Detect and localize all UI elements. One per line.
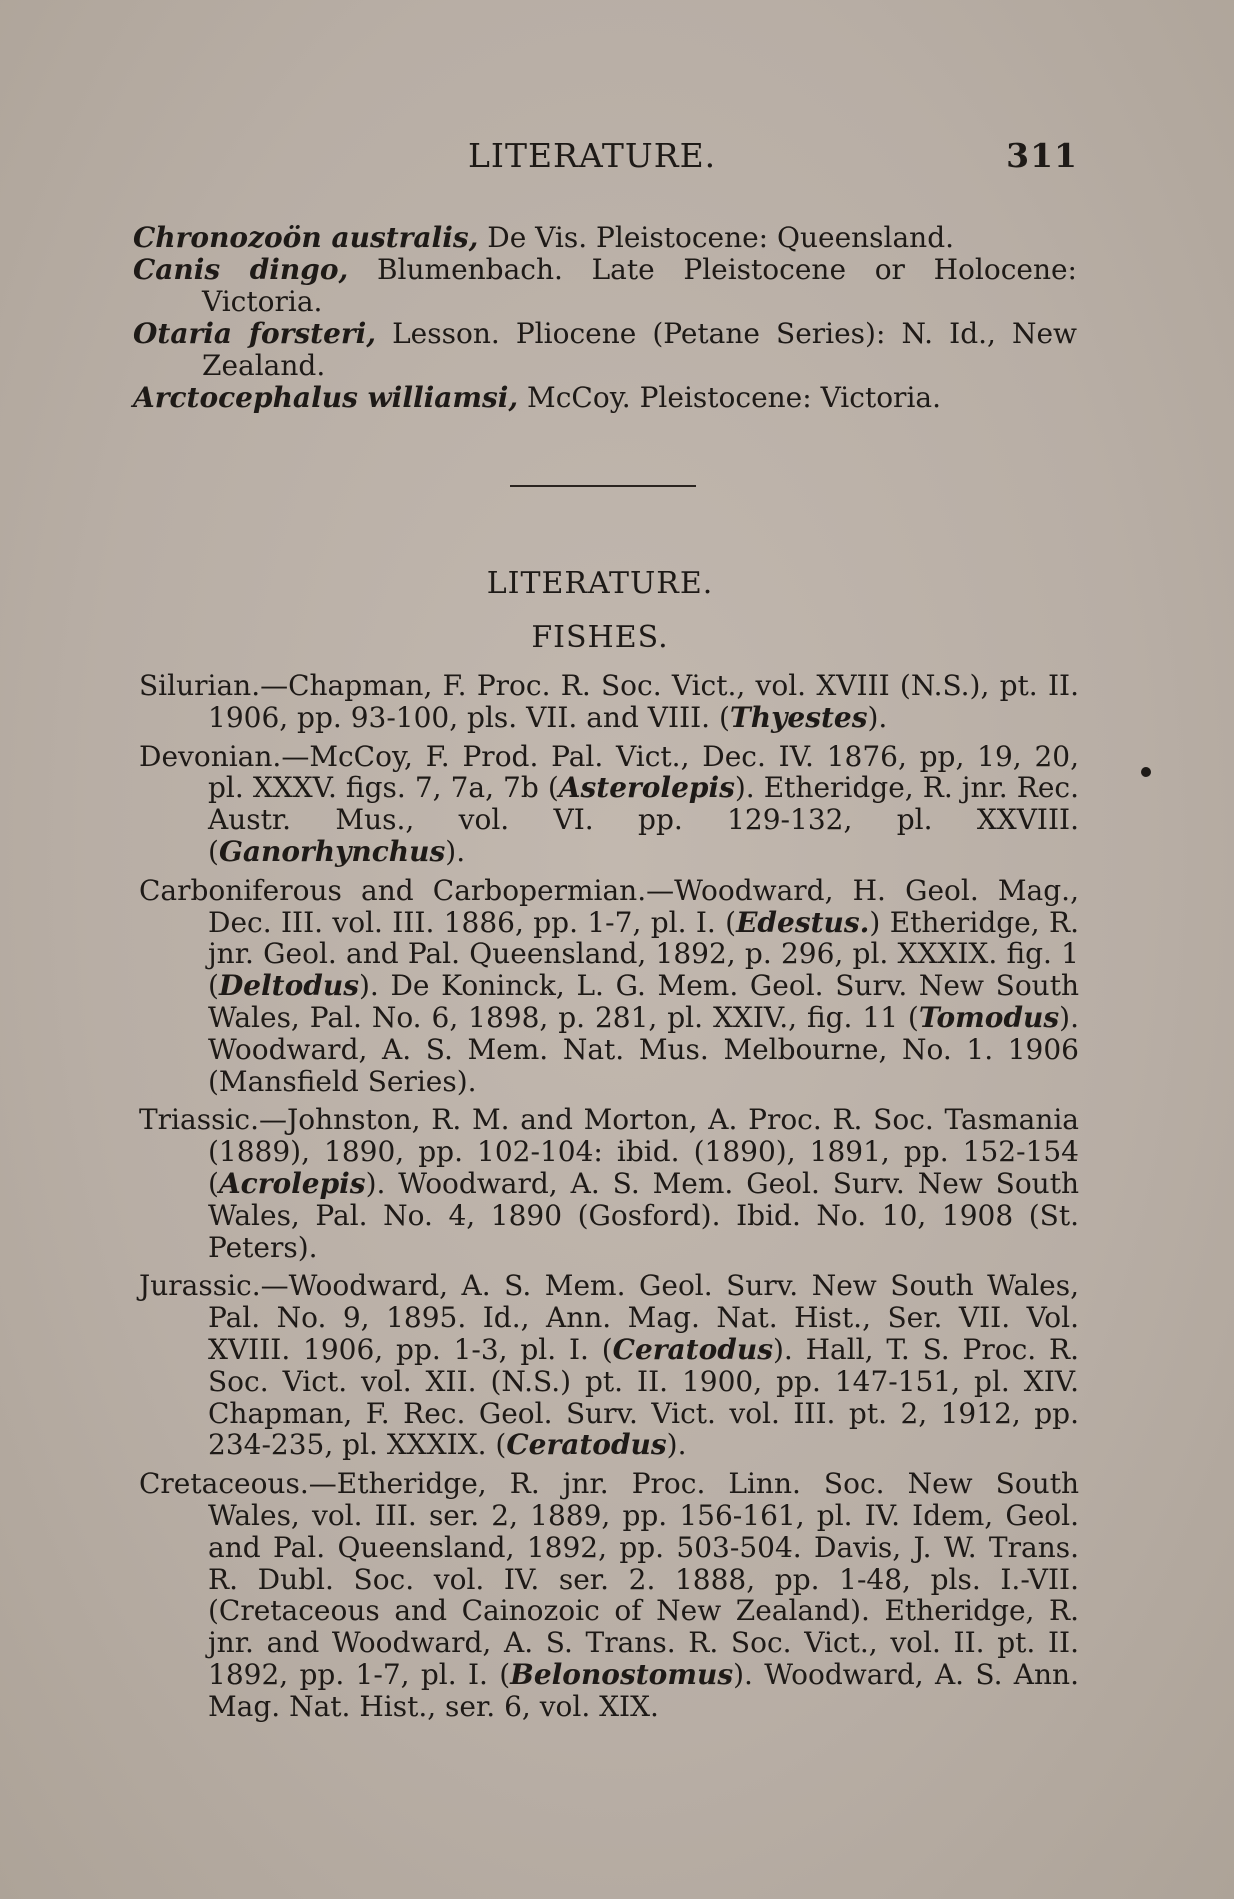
genus-name: Belonostomus [510, 1657, 734, 1691]
genus-name: Thyestes [729, 700, 868, 734]
period-label: Silurian. [139, 669, 261, 702]
species-entry [133, 254, 1077, 318]
citation-text: ). [867, 700, 888, 734]
reference-entry [139, 1104, 1079, 1263]
species-list [133, 222, 1077, 414]
species-details: McCoy. Pleistocene: Victoria. [518, 381, 941, 414]
species-entry [133, 222, 1077, 254]
citation-text: ). Etheridge, R. jnr. Rec. Austr. Mus., vol. VI. pp. 129-132, pl. XXVIII. ( [208, 771, 1079, 868]
citation-text: ). Woodward, A. S. Mem. Geol. Surv. New South Wales, Pal. No. 4, 1890 (Gosford). Ibid. No. 10, 1908 (St. Peters). [208, 1166, 1079, 1264]
genus-name: Tomodus [918, 1000, 1060, 1034]
period-label: Devonian. [139, 739, 282, 773]
reference-entry [139, 1270, 1079, 1461]
citation-text: —McCoy, F. Prod. Pal. Vict., Dec. IV. 1876, pp, 19, 20, pl. XXXV. figs. 7, 7a, 7b ( [208, 739, 1079, 805]
citation-text: ). [445, 834, 466, 868]
species-name: Canis dingo, [133, 253, 349, 286]
genus-name: Acrolepis [218, 1166, 366, 1200]
species-name: Arctocephalus williamsi, [133, 381, 519, 414]
reference-entry [139, 875, 1079, 1098]
genus-name: Deltodus [218, 969, 359, 1003]
citation-text: ). [666, 1428, 687, 1462]
references-list [139, 670, 1079, 1730]
genus-name: Ceratodus [506, 1428, 667, 1462]
period-label: Triassic. [139, 1103, 259, 1137]
citation-text: ) Etheridge, R. jnr. Geol. and Pal. Queensland, 1892, p. 296, pl. XXXIX. fig. 1 ( [208, 905, 1079, 1003]
citation-text: ). De Koninck, L. G. Mem. Geol. Surv. New South Wales, Pal. No. 6, 1898, p. 281, pl. XXIV., fig. 11 ( [208, 969, 1079, 1034]
citation-text: —Woodward, H. Geol. Mag., Dec. III. vol. III. 1886, pp. 1-7, pl. I. ( [208, 873, 1079, 939]
period-label: Carboniferous and Carbopermian. [139, 873, 647, 907]
species-name: Chronozoön australis, [133, 221, 479, 254]
genus-name: Ceratodus [612, 1332, 773, 1366]
period-label: Cretaceous. [139, 1467, 309, 1501]
species-details: Blumenbach. Late Pleistocene or Holocene: Victoria. [202, 253, 1077, 318]
genus-name: Asterolepis [558, 771, 735, 805]
page-number: 311 [1006, 136, 1078, 175]
page-header [468, 136, 1078, 180]
reference-entry [139, 741, 1079, 868]
species-details: De Vis. Pleistocene: Queensland. [478, 221, 955, 254]
citation-text: —Etheridge, R. jnr. Proc. Linn. Soc. New South Wales, vol. III. ser. 2, 1889, pp. 156-161, pl. IV. Idem, Geol. and Pal. Queensland, 1892, pp. 503-504. Davis, J. W. Trans. R. Dubl. Soc. vol. IV. ser. 2. 1888, pp. 1-48, pls. I.-VII. (Cretaceous and Cainozoic of New Zealand). Etheridge, R. jnr. and Woodward, A. S. Trans. R. Soc. Vict., vol. II. pt. II. 1892, pp. 1-7, pl. I. ( [208, 1467, 1079, 1691]
period-label: Jurassic. [139, 1269, 261, 1303]
citation-text: —Woodward, A. S. Mem. Geol. Surv. New South Wales, Pal. No. 9, 1895. Id., Ann. Mag. Nat. Hist., Ser. VII. Vol. XVIII. 1906, pp. 1-3, pl. I. ( [208, 1269, 1079, 1366]
citation-text: —Johnston, R. M. and Morton, A. Proc. R. Soc. Tasmania (1889), 1890, pp. 102-104: ibid. (1890), 1891, pp. 152-154 ( [208, 1103, 1079, 1200]
species-entry [133, 318, 1077, 382]
citation-text: —Chapman, F. Proc. R. Soc. Vict., vol. XVIII (N.S.), pt. II. 1906, pp. 93-100, pls. VII. and VIII. ( [208, 669, 1079, 734]
citation-text: ). Woodward, A. S. Ann. Mag. Nat. Hist., ser. 6, vol. XIX. [208, 1657, 1079, 1723]
reference-entry [139, 670, 1079, 734]
reference-entry [139, 1468, 1079, 1722]
ink-spot [1141, 767, 1151, 777]
section-title: LITERATURE. [486, 566, 714, 601]
species-details: Lesson. Pliocene (Petane Series): N. Id., New Zealand. [202, 317, 1078, 382]
section-divider [510, 485, 696, 487]
genus-name: Edestus. [736, 905, 870, 939]
citation-text: ). Hall, T. S. Proc. R. Soc. Vict. vol. XII. (N.S.) pt. II. 1900, pp. 147-151, pl. XIV. Chapman, F. Rec. Geol. Surv. Vict. vol. III. pt. 2, 1912, pp. 234-235, pl. XXXIX. ( [208, 1332, 1079, 1462]
species-entry [133, 382, 1077, 414]
running-title: LITERATURE. [468, 136, 717, 175]
genus-name: Ganorhynchus [218, 834, 446, 868]
species-name: Otaria forsteri, [133, 317, 377, 350]
subsection-title: FISHES. [531, 620, 669, 655]
citation-text: ). Woodward, A. S. Mem. Nat. Mus. Melbourne, No. 1. 1906 (Mansfield Series). [208, 1000, 1079, 1098]
